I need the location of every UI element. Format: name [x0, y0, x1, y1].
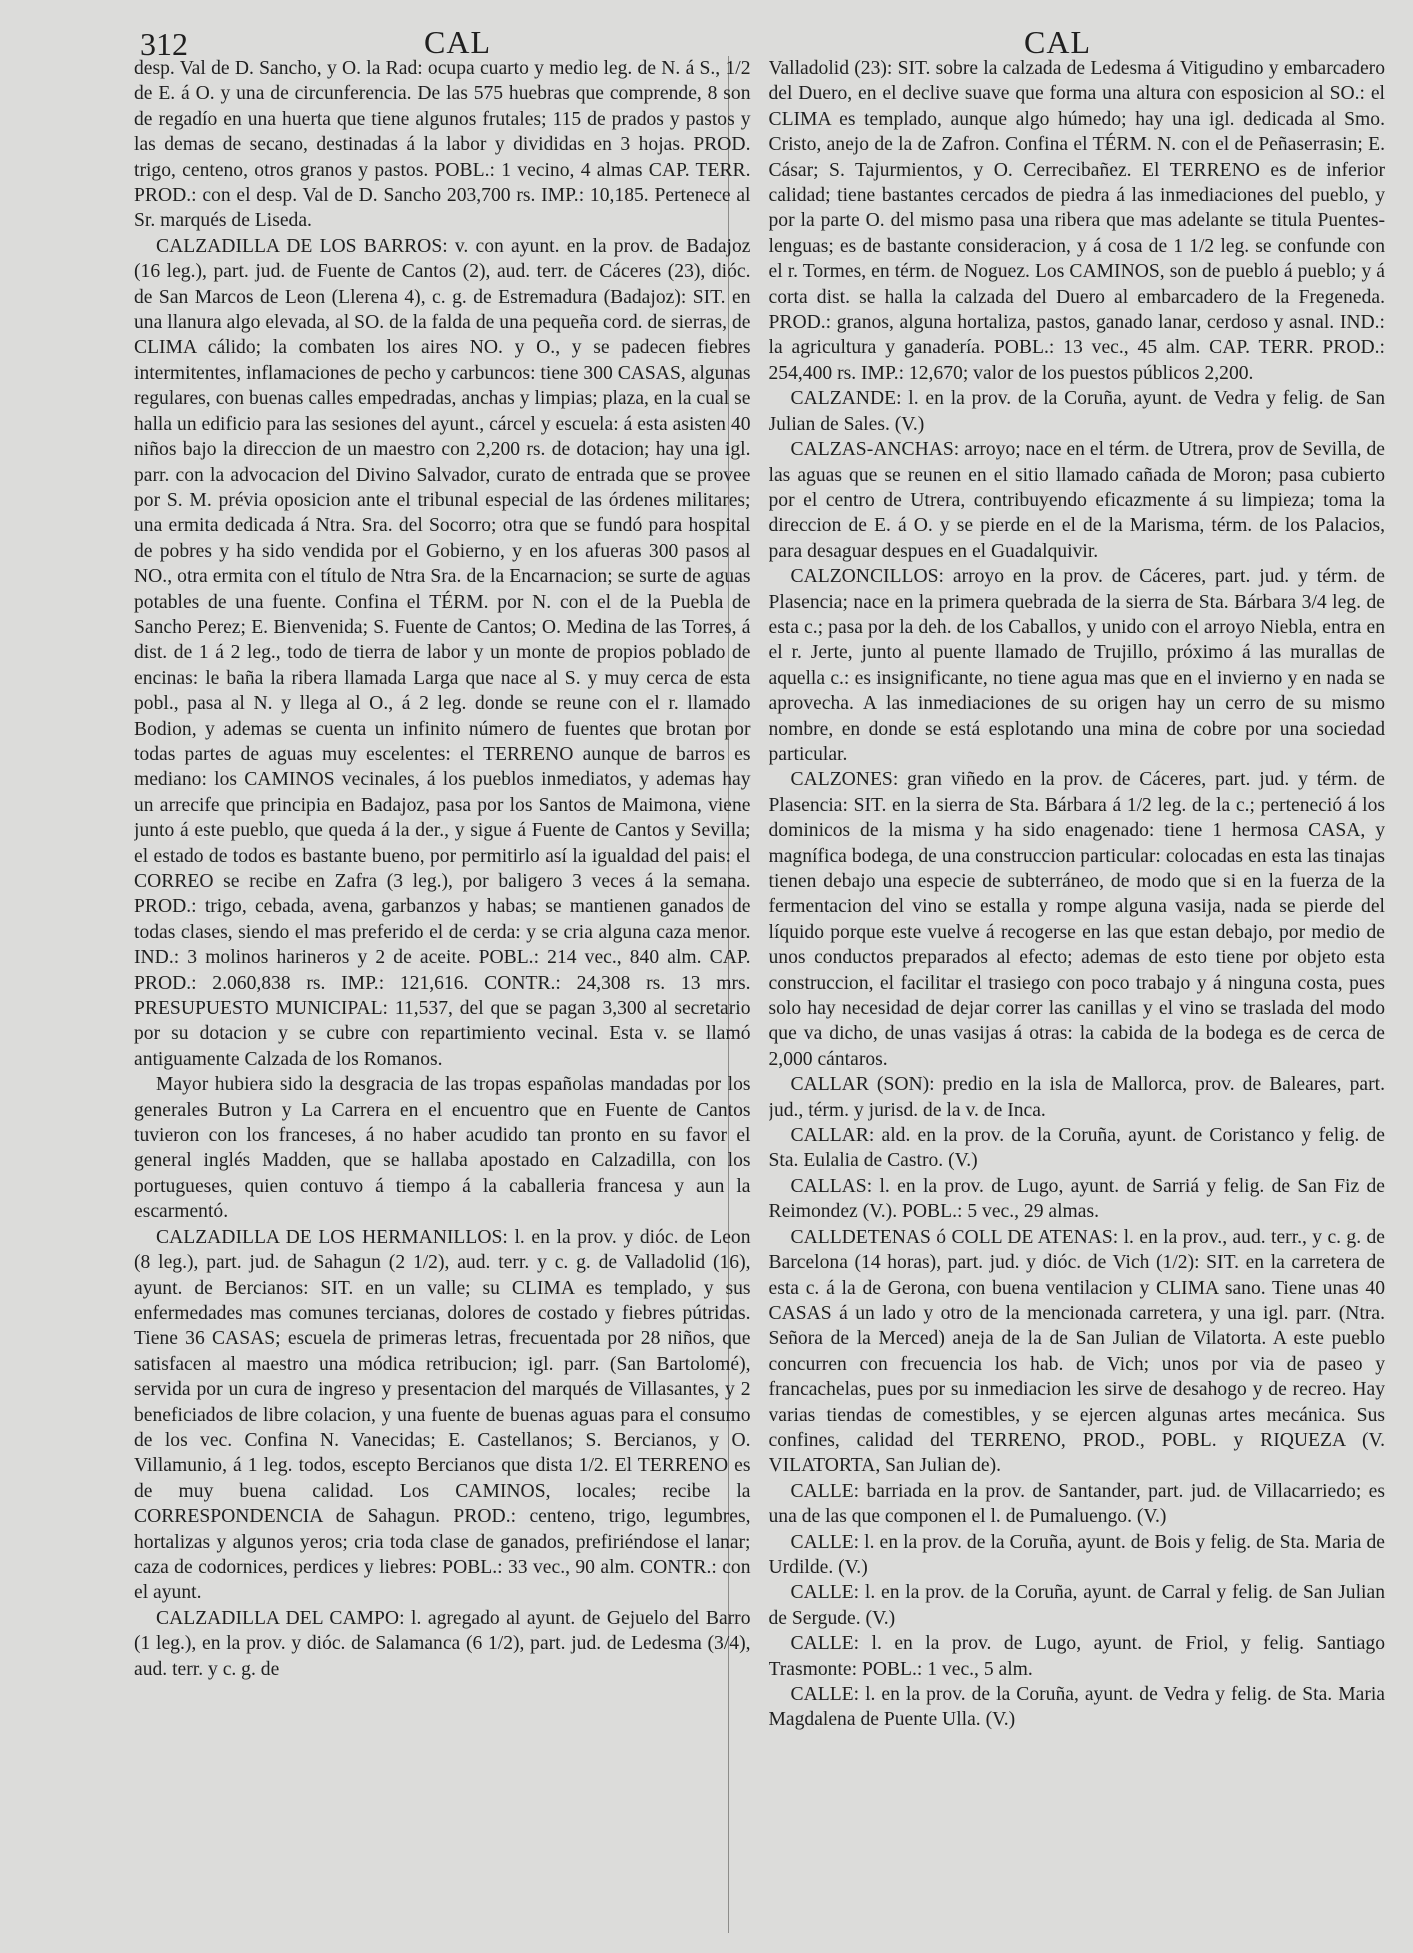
left-column [134, 56, 751, 1953]
entry-paragraph: CALZAS-ANCHAS: arroyo; nace en el térm. de Utrera, prov de Sevilla, de las aguas que se reunen en el sitio llamado cañada de Moron; pasa cubierto por el centro de Utrera, contribuyendo eficazmente á su limpieza; toma la direccion de E. á O. y se pierde en el de la Marisma, térm. de los Palacios, para desaguar despues en el Guadalquivir. [768, 439, 1385, 562]
entry-paragraph: CALLE: l. en la prov. de Lugo, ayunt. de Friol, y felig. Santiago Trasmonte: POBL.: 1 vec., 5 alm. [768, 1633, 1385, 1680]
running-head-right: CAL [1024, 24, 1091, 60]
text-columns [134, 56, 1385, 1953]
entry-paragraph: Valladolid (23): SIT. sobre la calzada de Ledesma á Vitigudino y embarcadero del Duero, en el declive suave que forma una altura con esposicion al SO.: el CLIMA es templado, aunque algo húmedo; hay una igl. dedicada al Smo. Cristo, anejo de la de Zafron. Confina el TÉRM. N. con el de Peñaserrasin; E. Cásar; S. Tajurmientos, y O. Cerrecibañez. El TERRENO es de inferior calidad; tiene bastantes cercados de piedra á las inmediaciones del pueblo, y por la parte O. del mismo pasa una ribera que mas adelante se titula Puentes-lenguas; es de bastante consideracion, y á cosa de 1 1/2 leg. se confunde con el r. Tormes, en térm. de Noguez. Los CAMINOS, son de pueblo á pueblo; y á corta dist. se halla la calzada del Duero al embarcadero de la Fregeneda. PROD.: granos, alguna hortaliza, pastos, ganado lanar, cerdoso y asnal. IND.: la agricultura y ganadería. POBL.: 13 vec., 45 alm. CAP. TERR. PROD.: 254,400 rs. IMP.: 12,670; valor de los puestos públicos 2,200. [768, 58, 1385, 384]
entry-paragraph: CALZANDE: l. en la prov. de la Coruña, ayunt. de Vedra y felig. de San Julian de Sales. (V.) [768, 388, 1385, 435]
entry-paragraph: CALZONES: gran viñedo en la prov. de Cáceres, part. jud. y térm. de Plasencia: SIT. en la sierra de Sta. Bárbara á 1/2 leg. de la c.; perteneció á los dominicos de la misma y ha sido enagenado: tiene 1 hermosa CASA, y magnífica bodega, de una construccion particular: colocadas en esta las tinajas tienen debajo una especie de subterráneo, de modo que si en la fuerza de la fermentacion del vino se estalla y rompe alguna vasija, nada se pierde del líquido porque este vuelve á recogerse en las que estan debajo, por medio de unos conductos preparados al efecto; ademas de esto tiene por objeto esta construccion, el facilitar el trasiego con poco trabajo y á ninguna costa, pues solo hay necesidad de dejar correr las canillas y el vino se traslada del modo que va dicho, de unas vasijas á otras: la cabida de la bodega es de cerca de 2,000 cántaros. [768, 769, 1385, 1070]
entry-paragraph: CALZADILLA DE LOS BARROS: v. con ayunt. en la prov. de Badajoz (16 leg.), part. jud. de Fuente de Cantos (2), aud. terr. de Cáceres (23), dióc. de San Marcos de Leon (Llerena 4), c. g. de Estremadura (Badajoz): SIT. en una llanura algo elevada, al SO. de la falda de una pequeña cord. de sierras, de CLIMA cálido; la combaten los aires NO. y O., y se padecen fiebres intermitentes, inflamaciones de pecho y carbuncos: tiene 300 CASAS, algunas regulares, con buenas calles empedradas, anchas y limpias; plaza, en la cual se halla un edificio para las sesiones del ayunt., cárcel y escuela: á esta asisten 40 niños bajo la direccion de un maestro con 2,200 rs. de dotacion; hay una igl. parr. con la advocacion del Divino Salvador, curato de entrada que se provee por S. M. prévia oposicion ante el tribunal especial de las órdenes militares; una ermita dedicada á Ntra. Sra. del Socorro; otra que se fundó para hospital de pobres y ha sido vendida por el Gobierno, y en los afueras 300 pasos al NO., otra ermita con el título de Ntra Sra. de la Encarnacion; se surte de aguas potables de una fuente. Confina el TÉRM. por N. con el de la Puebla de Sancho Perez; E. Bienvenida; S. Fuente de Cantos; O. Medina de las Torres, á dist. de 1 á 2 leg., todo de tierra de labor y un monte de propios poblado de encinas: le baña la ribera llamada Larga que nace al S. y muy cerca de esta pobl., pasa al N. y llega al O., á 2 leg. donde se reune con el r. llamado Bodion, y ademas se cuenta un infinito número de fuentes que brotan por todas partes de aguas muy escelentes: el TERRENO aunque de barros es mediano: los CAMINOS vecinales, á los pueblos inmediatos, y ademas hay un arrecife que principia en Badajoz, pasa por los Santos de Maimona, viene junto á este pueblo, que queda á la der., y sigue á Fuente de Cantos y Sevilla; el estado de todos es bastante bueno, por permitirlo así la igualdad del pais: el CORREO se recibe en Zafra (3 leg.), por baligero 3 veces á la semana. PROD.: trigo, cebada, avena, garbanzos y habas; se mantienen ganados de todas clases, siendo el mas preferido el de cerda: y se cria alguna caza menor. IND.: 3 molinos harineros y 2 de aceite. POBL.: 214 vec., 840 alm. CAP. PROD.: 2.060,838 rs. IMP.: 121,616. CONTR.: 24,308 rs. 13 mrs. PRESUPUESTO MUNICIPAL: 11,537, del que se pagan 3,300 al secretario por su dotacion y se cubre con repartimiento vecinal. Esta v. se llamó antiguamente Calzada de los Romanos. [134, 235, 751, 1070]
entry-paragraph: CALLE: barriada en la prov. de Santander, part. jud. de Villacarriedo; es una de las que componen el l. de Pumaluengo. (V.) [768, 1480, 1385, 1528]
running-head-left: CAL [424, 24, 491, 60]
entry-paragraph: CALLAR: ald. en la prov. de la Coruña, ayunt. de Coristanco y felig. de Sta. Eulalia de Castro. (V.) [768, 1125, 1385, 1172]
entry-paragraph: CALLE: l. en la prov. de la Coruña, ayunt. de Vedra y felig. de Sta. Maria Magdalena de Puente Ulla. (V.) [768, 1684, 1385, 1731]
right-column [769, 56, 1386, 1953]
entry-paragraph: CALZADILLA DE LOS HERMANILLOS: l. en la prov. y dióc. de Leon (8 leg.), part. jud. de Sahagun (2 1/2), aud. terr. y c. g. de Valladolid (16), ayunt. de Bercianos: SIT. en un valle; su CLIMA es templado, y sus enfermedades mas comunes tercianas, dolores de costado y fiebres pútridas. Tiene 36 CASAS; escuela de primeras letras, frecuentada por 28 niños, que satisfacen al maestro una módica retribucion; igl. parr. (San Bartolomé), servida por un cura de ingreso y presentacion del marqués de Villasantes, y 2 beneficiados de libre colacion, y una fuente de buenas aguas para el consumo de los vec. Confina N. Vanecidas; E. Castellanos; S. Bercianos, y O. Villamunio, á 1 leg. todos, escepto Bercianos que dista 1/2. El TERRENO es de muy buena calidad. Los CAMINOS, locales; recibe la CORRESPONDENCIA de Sahagun. PROD.: centeno, trigo, legumbres, hortalizas y algunos yeros; cria toda clase de ganados, prefiriéndose el lanar; caza de codornices, perdices y liebres: POBL.: 33 vec., 90 alm. CONTR.: con el ayunt. [134, 1226, 751, 1604]
entry-paragraph: CALLAS: l. en la prov. de Lugo, ayunt. de Sarriá y felig. de San Fiz de Reimondez (V.). POBL.: 5 vec., 29 almas. [768, 1175, 1385, 1223]
entry-paragraph: CALZADILLA DEL CAMPO: l. agregado al ayunt. de Gejuelo del Barro (1 leg.), en la prov. y dióc. de Salamanca (6 1/2), part. jud. de Ledesma (3/4), aud. terr. y c. g. de [134, 1607, 751, 1680]
entry-paragraph: CALLE: l. en la prov. de la Coruña, ayunt. de Carral y felig. de San Julian de Sergude. (V.) [768, 1582, 1385, 1629]
entry-paragraph: CALLAR (SON): predio en la isla de Mallorca, prov. de Baleares, part. jud., térm. y jurisd. de la v. de Inca. [768, 1074, 1385, 1121]
entry-paragraph: CALZONCILLOS: arroyo en la prov. de Cáceres, part. jud. y térm. de Plasencia; nace en la primera quebrada de la sierra de Sta. Bárbara 3/4 leg. de esta c.; pasa por la deh. de los Caballos, y unido con el arroyo Niebla, entra en el r. Jerte, junto al puente llamado de Trujillo, próximo á las murallas de aquella c.: es insignificante, no tiene agua mas que en el invierno y en nada se aprovecha. A las inmediaciones de su origen hay un cerro de su mismo nombre, en donde se está esplotando una mina de cobre por una sociedad particular. [768, 566, 1385, 765]
entry-paragraph: Mayor hubiera sido la desgracia de las tropas españolas mandadas por los generales Butron y La Carrera en el encuentro que en Fuente de Cantos tuvieron con los franceses, á no haber acudido tan pronto en su favor el general inglés Madden, que se hallaba apostado en Calzadilla, con los portugueses, quien contuvo á tiempo á la caballeria francesa y aun la escarmentó. [134, 1074, 751, 1223]
page-number: 312 [140, 26, 188, 62]
entry-paragraph: desp. Val de D. Sancho, y O. la Rad: ocupa cuarto y medio leg. de N. á S., 1/2 de E. á O. y una de circunferencia. De las 575 huebras que comprende, 8 son de regadío en una huerta que tiene algunos frutales; 115 de prados y pastos y las demas de secano, destinadas á la labor y divididas en 3 hojas. PROD. trigo, centeno, otros granos y pastos. POBL.: 1 vecino, 4 almas CAP. TERR. PROD.: con el desp. Val de D. Sancho 203,700 rs. IMP.: 10,185. Pertenece al Sr. marqués de Liseda. [134, 58, 751, 232]
entry-paragraph: CALLE: l. en la prov. de la Coruña, ayunt. de Bois y felig. de Sta. Maria de Urdilde. (V.) [768, 1531, 1385, 1578]
page-header [134, 20, 1385, 60]
entry-paragraph: CALLDETENAS ó COLL DE ATENAS: l. en la prov., aud. terr., y c. g. de Barcelona (14 horas), part. jud. y dióc. de Vich (1/2): SIT. en la carretera de esta c. á la de Gerona, con buena ventilacion y CLIMA sano. Tiene unas 40 CASAS á un lado y otro de la mencionada carretera, y una igl. parr. (Ntra. Señora de la Merced) aneja de la de San Julian de Vilatorta. A este pueblo concurren con frecuencia los hab. de Vich; unos por via de paseo y francachelas, pues por su inmediacion les sirve de desahogo y de recreo. Hay varias tiendas de comestibles, y se ejercen algunas artes mecánica. Sus confines, calidad del TERRENO, PROD., POBL. y RIQUEZA (V. VILATORTA, San Julian de). [768, 1226, 1385, 1477]
